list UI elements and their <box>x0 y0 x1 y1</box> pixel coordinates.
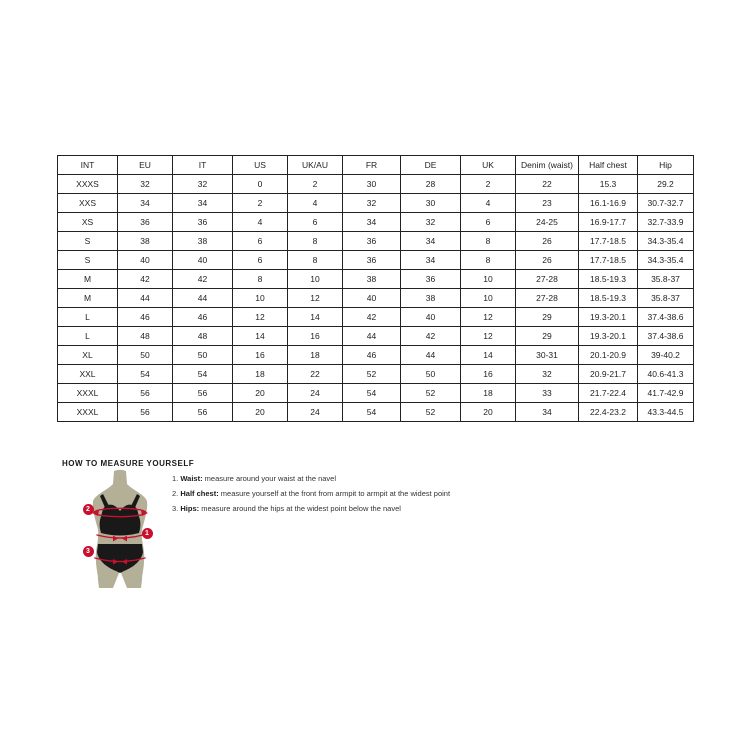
table-cell: 38 <box>173 232 233 251</box>
table-cell: 26 <box>516 232 579 251</box>
table-cell: 18.5-19.3 <box>579 270 638 289</box>
table-cell: 50 <box>118 346 173 365</box>
table-cell: 43.3-44.5 <box>638 403 694 422</box>
table-cell: 40 <box>401 308 461 327</box>
table-cell: XXXL <box>58 384 118 403</box>
table-cell: 35.8-37 <box>638 289 694 308</box>
table-cell: 46 <box>173 308 233 327</box>
table-cell: 30 <box>343 175 401 194</box>
table-cell: 22 <box>288 365 343 384</box>
table-cell: 16 <box>461 365 516 384</box>
table-cell: 40 <box>343 289 401 308</box>
table-cell: 12 <box>461 308 516 327</box>
table-cell: XL <box>58 346 118 365</box>
table-cell: 32 <box>118 175 173 194</box>
table-cell: 32.7-33.9 <box>638 213 694 232</box>
table-row <box>58 270 694 289</box>
step-number: 1. <box>172 474 179 483</box>
table-cell: 10 <box>288 270 343 289</box>
table-cell: 12 <box>288 289 343 308</box>
table-cell: L <box>58 308 118 327</box>
column-header: FR <box>343 156 401 175</box>
table-cell: 52 <box>401 384 461 403</box>
table-cell: 6 <box>461 213 516 232</box>
table-cell: 19.3-20.1 <box>579 327 638 346</box>
table-cell: XS <box>58 213 118 232</box>
step-text: measure around the hips at the widest point below the navel <box>199 504 401 513</box>
table-cell: L <box>58 327 118 346</box>
step-label: Hips: <box>180 504 200 513</box>
table-row <box>58 346 694 365</box>
table-cell: 37.4-38.6 <box>638 327 694 346</box>
step-label: Waist: <box>180 474 203 483</box>
table-cell: 50 <box>173 346 233 365</box>
table-cell: 30-31 <box>516 346 579 365</box>
table-cell: 34 <box>343 213 401 232</box>
table-row <box>58 384 694 403</box>
table-cell: 40 <box>118 251 173 270</box>
waist-badge: 1 <box>142 528 153 539</box>
table-cell: 14 <box>461 346 516 365</box>
table-cell: 42 <box>173 270 233 289</box>
table-cell: 27-28 <box>516 270 579 289</box>
table-cell: 56 <box>173 384 233 403</box>
table-row <box>58 194 694 213</box>
table-cell: 36 <box>173 213 233 232</box>
table-cell: 42 <box>401 327 461 346</box>
table-cell: 37.4-38.6 <box>638 308 694 327</box>
table-cell: 12 <box>461 327 516 346</box>
table-cell: 44 <box>343 327 401 346</box>
table-cell: 35.8-37 <box>638 270 694 289</box>
table-cell: 18 <box>288 346 343 365</box>
table-cell: 52 <box>401 403 461 422</box>
table-row <box>58 365 694 384</box>
table-cell: 34 <box>516 403 579 422</box>
table-cell: 54 <box>343 384 401 403</box>
table-cell: 33 <box>516 384 579 403</box>
table-cell: 2 <box>288 175 343 194</box>
table-cell: 17.7-18.5 <box>579 232 638 251</box>
table-cell: 42 <box>343 308 401 327</box>
table-cell: 28 <box>401 175 461 194</box>
column-header: UK/AU <box>288 156 343 175</box>
table-cell: 16 <box>233 346 288 365</box>
measure-step <box>172 471 450 486</box>
table-cell: 20 <box>233 384 288 403</box>
table-cell: 48 <box>118 327 173 346</box>
table-cell: M <box>58 270 118 289</box>
table-cell: 56 <box>118 403 173 422</box>
table-cell: 54 <box>343 403 401 422</box>
table-row <box>58 327 694 346</box>
size-table <box>57 155 694 422</box>
table-cell: 15.3 <box>579 175 638 194</box>
measure-steps <box>172 471 450 516</box>
measure-step <box>172 486 450 501</box>
table-cell: S <box>58 232 118 251</box>
table-cell: 20.1-20.9 <box>579 346 638 365</box>
table-cell: 10 <box>461 270 516 289</box>
table-cell: 52 <box>343 365 401 384</box>
table-cell: 24-25 <box>516 213 579 232</box>
table-cell: 34 <box>401 251 461 270</box>
table-cell: XXS <box>58 194 118 213</box>
table-cell: 24 <box>288 403 343 422</box>
table-cell: 34.3-35.4 <box>638 232 694 251</box>
table-cell: 18.5-19.3 <box>579 289 638 308</box>
table-cell: 8 <box>461 251 516 270</box>
step-text: measure yourself at the front from armpit to armpit at the widest point <box>218 489 451 498</box>
step-text: measure around your waist at the navel <box>202 474 337 483</box>
table-cell: 18 <box>461 384 516 403</box>
measurement-figure <box>70 468 170 594</box>
table-cell: 10 <box>461 289 516 308</box>
step-number: 2. <box>172 489 179 498</box>
table-cell: 20 <box>233 403 288 422</box>
table-cell: 36 <box>343 251 401 270</box>
table-cell: 34 <box>401 232 461 251</box>
table-cell: 4 <box>288 194 343 213</box>
table-cell: 6 <box>233 251 288 270</box>
table-cell: 21.7-22.4 <box>579 384 638 403</box>
table-cell: 42 <box>118 270 173 289</box>
table-cell: 17.7-18.5 <box>579 251 638 270</box>
column-header: Half chest <box>579 156 638 175</box>
table-cell: 27-28 <box>516 289 579 308</box>
table-cell: 30.7-32.7 <box>638 194 694 213</box>
table-row <box>58 213 694 232</box>
size-table-head-row <box>58 156 694 175</box>
table-cell: 8 <box>288 251 343 270</box>
table-cell: 4 <box>233 213 288 232</box>
table-cell: M <box>58 289 118 308</box>
table-cell: 34 <box>173 194 233 213</box>
table-cell: 2 <box>233 194 288 213</box>
table-cell: 38 <box>118 232 173 251</box>
table-cell: 36 <box>401 270 461 289</box>
table-cell: 44 <box>173 289 233 308</box>
table-cell: 19.3-20.1 <box>579 308 638 327</box>
table-cell: 22.4-23.2 <box>579 403 638 422</box>
table-cell: 16 <box>288 327 343 346</box>
table-cell: 14 <box>233 327 288 346</box>
table-cell: 40.6-41.3 <box>638 365 694 384</box>
table-cell: 46 <box>343 346 401 365</box>
table-cell: 36 <box>118 213 173 232</box>
table-row <box>58 308 694 327</box>
table-cell: 12 <box>233 308 288 327</box>
table-cell: 34 <box>118 194 173 213</box>
table-cell: 24 <box>288 384 343 403</box>
table-cell: 50 <box>401 365 461 384</box>
table-cell: 32 <box>343 194 401 213</box>
table-cell: 41.7-42.9 <box>638 384 694 403</box>
table-cell: 16.9-17.7 <box>579 213 638 232</box>
table-cell: XXXL <box>58 403 118 422</box>
table-cell: 26 <box>516 251 579 270</box>
table-cell: 30 <box>401 194 461 213</box>
table-cell: 44 <box>118 289 173 308</box>
table-cell: 40 <box>173 251 233 270</box>
column-header: US <box>233 156 288 175</box>
table-cell: 56 <box>173 403 233 422</box>
table-cell: 36 <box>343 232 401 251</box>
table-cell: 38 <box>343 270 401 289</box>
measure-step <box>172 501 450 516</box>
table-cell: 23 <box>516 194 579 213</box>
column-header: INT <box>58 156 118 175</box>
hips-badge: 3 <box>83 546 94 557</box>
table-cell: 29 <box>516 308 579 327</box>
table-row <box>58 403 694 422</box>
table-cell: 20.9-21.7 <box>579 365 638 384</box>
table-row <box>58 232 694 251</box>
table-cell: 38 <box>401 289 461 308</box>
column-header: Hip <box>638 156 694 175</box>
table-cell: 32 <box>173 175 233 194</box>
table-row <box>58 175 694 194</box>
table-cell: 14 <box>288 308 343 327</box>
table-cell: 6 <box>233 232 288 251</box>
step-label: Half chest: <box>180 489 219 498</box>
table-cell: 10 <box>233 289 288 308</box>
table-cell: 56 <box>118 384 173 403</box>
table-cell: 8 <box>288 232 343 251</box>
table-cell: 54 <box>173 365 233 384</box>
table-cell: 6 <box>288 213 343 232</box>
table-cell: 8 <box>461 232 516 251</box>
chest-badge: 2 <box>83 504 94 515</box>
table-cell: 29 <box>516 327 579 346</box>
table-cell: XXL <box>58 365 118 384</box>
table-cell: 32 <box>516 365 579 384</box>
column-header: IT <box>173 156 233 175</box>
table-cell: 16.1-16.9 <box>579 194 638 213</box>
table-cell: 20 <box>461 403 516 422</box>
column-header: DE <box>401 156 461 175</box>
table-cell: 39-40.2 <box>638 346 694 365</box>
table-row <box>58 289 694 308</box>
table-cell: 22 <box>516 175 579 194</box>
table-cell: 48 <box>173 327 233 346</box>
column-header: Denim (waist) <box>516 156 579 175</box>
table-cell: 29.2 <box>638 175 694 194</box>
table-cell: 18 <box>233 365 288 384</box>
table-cell: S <box>58 251 118 270</box>
table-cell: 2 <box>461 175 516 194</box>
table-cell: 8 <box>233 270 288 289</box>
table-row <box>58 251 694 270</box>
size-table-body <box>58 175 694 422</box>
table-cell: 54 <box>118 365 173 384</box>
mannequin-illustration <box>70 468 170 594</box>
table-cell: 4 <box>461 194 516 213</box>
table-cell: 0 <box>233 175 288 194</box>
mannequin-neck <box>113 470 127 484</box>
column-header: UK <box>461 156 516 175</box>
table-cell: 44 <box>401 346 461 365</box>
column-header: EU <box>118 156 173 175</box>
measure-guide-heading: HOW TO MEASURE YOURSELF <box>62 459 195 468</box>
step-number: 3. <box>172 504 179 513</box>
table-cell: 46 <box>118 308 173 327</box>
table-cell: 34.3-35.4 <box>638 251 694 270</box>
table-cell: 32 <box>401 213 461 232</box>
table-cell: XXXS <box>58 175 118 194</box>
